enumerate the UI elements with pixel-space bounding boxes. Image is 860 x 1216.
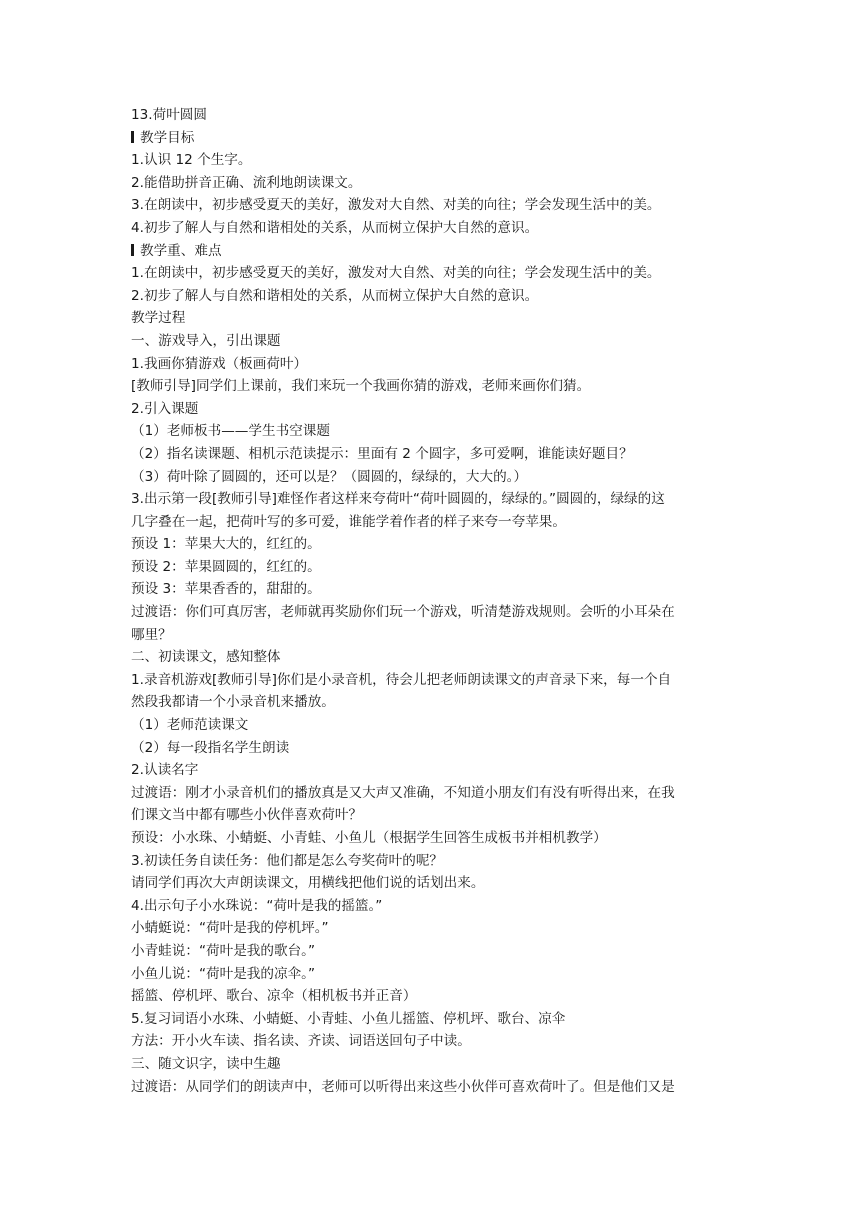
text-line-content: 5.复习词语小水珠、小蜻蜓、小青蛙、小鱼儿摇篮、停机坪、歌台、凉伞	[131, 1010, 566, 1027]
text-line-content: 过渡语：刚才小录音机们的播放真是又大声又准确，不知道小朋友们有没有听得出来，在我	[131, 784, 675, 801]
text-line	[131, 104, 736, 127]
text-line	[131, 917, 736, 940]
text-line	[131, 963, 736, 986]
text-line	[131, 782, 736, 805]
section-heading	[131, 127, 736, 150]
text-line-content: 二、初读课文，感知整体	[131, 649, 281, 666]
text-line-content: 2.能借助拼音正确、流利地朗读课文。	[131, 174, 362, 191]
text-line	[131, 172, 736, 195]
text-line-content: 3.初读任务自读任务：他们都是怎么夸奖荷叶的呢？	[131, 852, 444, 869]
text-line-content: 们课文当中都有哪些小伙伴喜欢荷叶？	[131, 807, 363, 824]
text-line-content: 教学过程	[131, 310, 186, 327]
document-body	[131, 104, 736, 1098]
text-line-content: 1.录音机游戏[教师引导]你们是小录音机，待会儿把老师朗读课文的声音录下来，每一个自	[131, 671, 672, 688]
text-line	[131, 398, 736, 421]
text-line-content: 过渡语：从同学们的朗读声中，老师可以听得出来这些小伙伴可喜欢荷叶了。但是他们又是	[131, 1078, 675, 1095]
text-line	[131, 262, 736, 285]
text-line	[131, 578, 736, 601]
text-line	[131, 804, 736, 827]
text-line	[131, 669, 736, 692]
text-line-content: 预设 2：苹果圆圆的，红红的。	[131, 558, 321, 575]
text-line	[131, 646, 736, 669]
text-line-content: 然段我都请一个小录音机来播放。	[131, 694, 335, 711]
text-line-content: 教学目标	[140, 129, 195, 146]
text-line	[131, 759, 736, 782]
text-line-content: （3）荷叶除了圆圆的，还可以是？（圆圆的，绿绿的，大大的。）	[131, 468, 528, 485]
text-line-content: 1.在朗读中，初步感受夏天的美好，激发对大自然、对美的向往；学会发现生活中的美。	[131, 265, 661, 282]
text-line-content: （2）指名读课题、相机示范读提示：里面有 2 个圆字，多可爱啊，谁能读好题目？	[131, 445, 633, 462]
text-line	[131, 217, 736, 240]
text-line-content: 13.荷叶圆圆	[131, 107, 207, 123]
text-line	[131, 285, 736, 308]
text-line	[131, 375, 736, 398]
text-line-content: 过渡语：你们可真厉害，老师就再奖励你们玩一个游戏，听清楚游戏规则。会听的小耳朵在	[131, 604, 675, 621]
text-line-content: 4.出示句子小水珠说：“荷叶是我的摇篮。”	[131, 897, 383, 914]
text-line	[131, 1008, 736, 1031]
text-line-content: 小青蛙说：“荷叶是我的歌台。”	[131, 942, 316, 959]
heading-bar-icon	[131, 244, 134, 256]
text-line-content: 2.引入课题	[131, 400, 199, 417]
text-line-content: 4.初步了解人与自然和谐相处的关系，从而树立保护大自然的意识。	[131, 219, 539, 236]
text-line	[131, 1076, 736, 1099]
section-heading	[131, 240, 736, 263]
text-line-content: 1.认识 12 个生字。	[131, 152, 252, 169]
text-line	[131, 985, 736, 1008]
text-line	[131, 511, 736, 534]
text-line-content: （1）老师板书——学生书空课题	[131, 423, 330, 440]
text-line-content: （1）老师范读课文	[131, 717, 249, 734]
text-line-content: 请同学们再次大声朗读课文，用横线把他们说的话划出来。	[131, 875, 485, 892]
text-line	[131, 872, 736, 895]
text-line	[131, 1053, 736, 1076]
text-line	[131, 420, 736, 443]
text-line	[131, 737, 736, 760]
text-line	[131, 533, 736, 556]
text-line	[131, 330, 736, 353]
text-line	[131, 624, 736, 647]
text-line-content: 一、游戏导入，引出课题	[131, 332, 281, 349]
text-line	[131, 1030, 736, 1053]
text-line-content: 方法：开小火车读、指名读、齐读、词语送回句子中读。	[131, 1033, 471, 1050]
text-line-content: 教学重、难点	[140, 242, 222, 259]
text-line	[131, 488, 736, 511]
text-line-content: 三、随文识字，读中生趣	[131, 1055, 281, 1072]
text-line-content: 预设 3：苹果香香的，甜甜的。	[131, 581, 321, 598]
text-line-content: 3.在朗读中，初步感受夏天的美好，激发对大自然、对美的向往；学会发现生活中的美。	[131, 197, 661, 214]
text-line-content: 2.认读名字	[131, 762, 199, 779]
text-line-content: 预设 1：苹果大大的，红红的。	[131, 536, 321, 553]
text-line-content: 小蜻蜓说：“荷叶是我的停机坪。”	[131, 920, 329, 937]
text-line	[131, 691, 736, 714]
text-line	[131, 556, 736, 579]
text-line	[131, 850, 736, 873]
text-line	[131, 827, 736, 850]
text-line-content: 几字叠在一起，把荷叶写的多可爱，谁能学着作者的样子来夸一夸苹果。	[131, 513, 566, 530]
text-line-content: 1.我画你猜游戏（板画荷叶）	[131, 355, 308, 372]
text-line	[131, 940, 736, 963]
text-line-content: 哪里？	[131, 626, 172, 643]
text-line	[131, 353, 736, 376]
text-line	[131, 194, 736, 217]
text-line	[131, 601, 736, 624]
text-line	[131, 466, 736, 489]
text-line	[131, 307, 736, 330]
heading-bar-icon	[131, 131, 134, 143]
text-line	[131, 895, 736, 918]
text-line	[131, 443, 736, 466]
text-line-content: （2）每一段指名学生朗读	[131, 739, 290, 756]
text-line-content: 预设：小水珠、小蜻蜓、小青蛙、小鱼儿（根据学生回答生成板书并相机教学）	[131, 830, 607, 846]
text-line-content: 3.出示第一段[教师引导]难怪作者这样来夸荷叶“荷叶圆圆的，绿绿的。”圆圆的，绿绿的这	[131, 491, 665, 508]
text-line	[131, 149, 736, 172]
text-line-content: [教师引导]同学们上课前，我们来玩一个我画你猜的游戏，老师来画你们猜。	[131, 378, 591, 395]
text-line	[131, 714, 736, 737]
text-line-content: 小鱼儿说：“荷叶是我的凉伞。”	[131, 965, 316, 982]
text-line-content: 2.初步了解人与自然和谐相处的关系，从而树立保护大自然的意识。	[131, 287, 539, 304]
text-line-content: 摇篮、停机坪、歌台、凉伞（相机板书并正音）	[131, 988, 417, 1005]
